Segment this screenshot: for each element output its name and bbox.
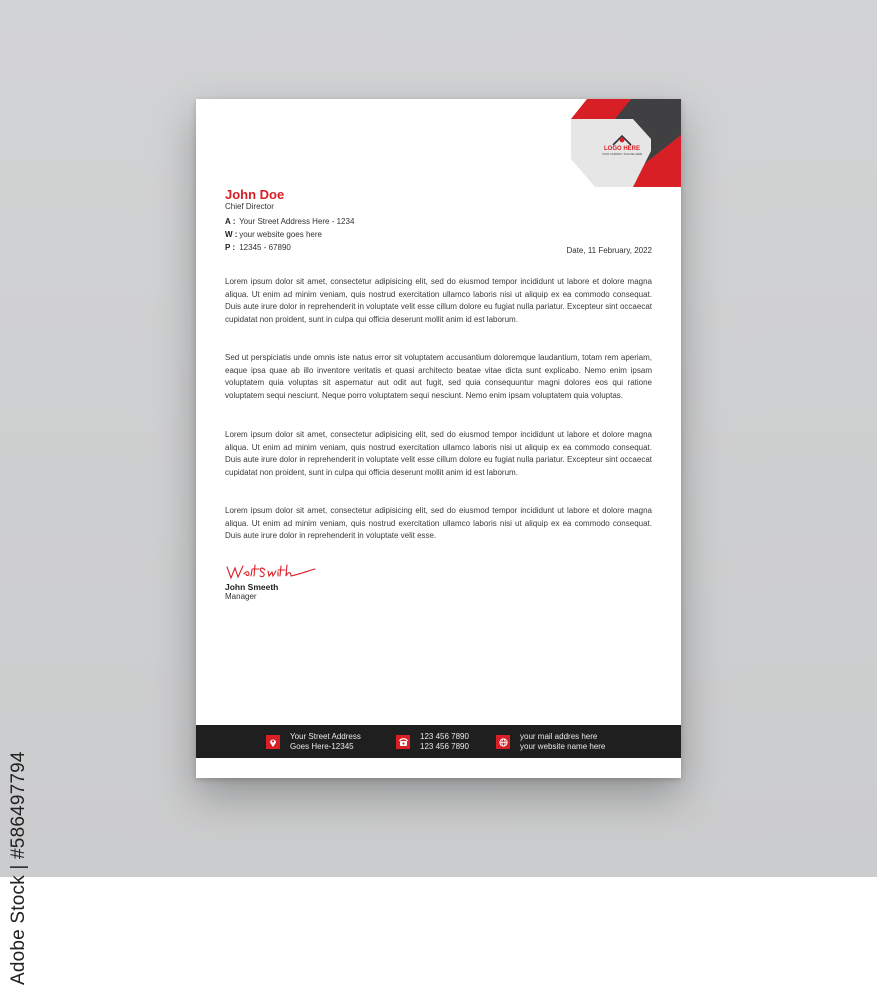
signer-name: John Smeeth: [225, 582, 279, 592]
footer-bar: [196, 725, 681, 758]
letterhead-page: [196, 99, 681, 778]
sender-address: [225, 217, 354, 226]
body-paragraph-4: Lorem ipsum dolor sit amet, consectetur adipisicing elit, sed do eiusmod tempor incididunt ut labore et dolore magna aliqua. Ut enim ad minim veniam, quis nostrud exercitation ullamco laboris nisi ut aliquip ex ea commodo consequat. Duis aute irure dolor in reprehenderit in voluptate velit esse.: [225, 506, 652, 541]
location-pin-icon: [266, 735, 280, 749]
address-value: Your Street Address Here - 1234: [239, 217, 355, 226]
logo-tagline: YOUR COMPANY TAGLINE HERE: [601, 153, 643, 156]
sender-phone: [225, 243, 291, 252]
phone-value: 12345 - 67890: [239, 243, 291, 252]
footer-address: [266, 732, 361, 752]
letter-date: Date, 11 February, 2022: [566, 246, 652, 255]
stock-id-label: Adobe Stock | #586497794: [8, 751, 29, 985]
phone-icon: [396, 735, 410, 749]
website-label: W :: [225, 230, 238, 239]
logo-text: LOGO HERE: [603, 146, 640, 152]
body-paragraph-1: Lorem ipsum dolor sit amet, consectetur adipisicing elit, sed do eiusmod tempor incididunt ut labore et dolore magna aliqua. Ut enim ad minim veniam, quis nostrud exercitation ullamco laboris nisi ut aliquip ex ea commodo consequat. Duis aute irure dolor in reprehenderit in voluptate velit esse cillum dolore eu fugiat nulla pariatur. Excepteur sint occaecat cupidatat non proident, sunt in culpa qui officia deserunt mollit anim id est laborum.: [225, 277, 652, 324]
footer-phone: [396, 732, 469, 752]
sender-name: John Doe: [225, 187, 285, 202]
website-value: your website goes here: [239, 230, 322, 239]
footer-address-line1: Your Street Address: [290, 732, 361, 741]
sender-title: Chief Director: [225, 202, 274, 211]
footer-phone-line1: 123 456 7890: [420, 732, 469, 741]
footer-web: [496, 732, 605, 752]
handwritten-signature: [225, 561, 317, 583]
globe-icon: [496, 735, 510, 749]
sender-website: [225, 230, 322, 239]
footer-address-line2: Goes Here-12345: [290, 742, 354, 751]
footer-phone-line2: 123 456 7890: [420, 742, 469, 751]
body-paragraph-2: Sed ut perspiciatis unde omnis iste natus error sit voluptatem accusantium doloremque laudantium, totam rem aperiam, eaque ipsa quae ab illo inventore veritatis et quasi architecto beatae vitae dicta sunt explicabo. Nemo enim ipsam voluptatem quia voluptas sit aspernatur aut odit aut fugit, sed quia consequuntur magni dolores eos qui ratione voluptatem sequi nesciunt. Neque porro voluptatem sequi nesciunt. Nemo enim ipsam voluptatem quia voluptas.: [225, 353, 652, 400]
logo-mark-icon: [612, 134, 632, 146]
body-paragraph-3: Lorem ipsum dolor sit amet, consectetur adipisicing elit, sed do eiusmod tempor incididunt ut labore et dolore magna aliqua. Ut enim ad minim veniam, quis nostrud exercitation ullamco laboris nisi ut aliquip ex ea commodo consequat. Duis aute irure dolor in reprehenderit in voluptate velit esse cillum dolore eu fugiat nulla pariatur. Excepteur sint occaecat cupidatat non proident, sunt in culpa qui officia deserunt mollit anim id est laborum.: [225, 430, 652, 477]
address-label: A :: [225, 217, 236, 226]
phone-label: P :: [225, 243, 236, 252]
signer-role: Manager: [225, 592, 257, 601]
footer-web-line2: your website name here: [520, 742, 606, 751]
footer-web-line1: your mail addres here: [520, 732, 598, 741]
company-logo: [592, 134, 652, 160]
